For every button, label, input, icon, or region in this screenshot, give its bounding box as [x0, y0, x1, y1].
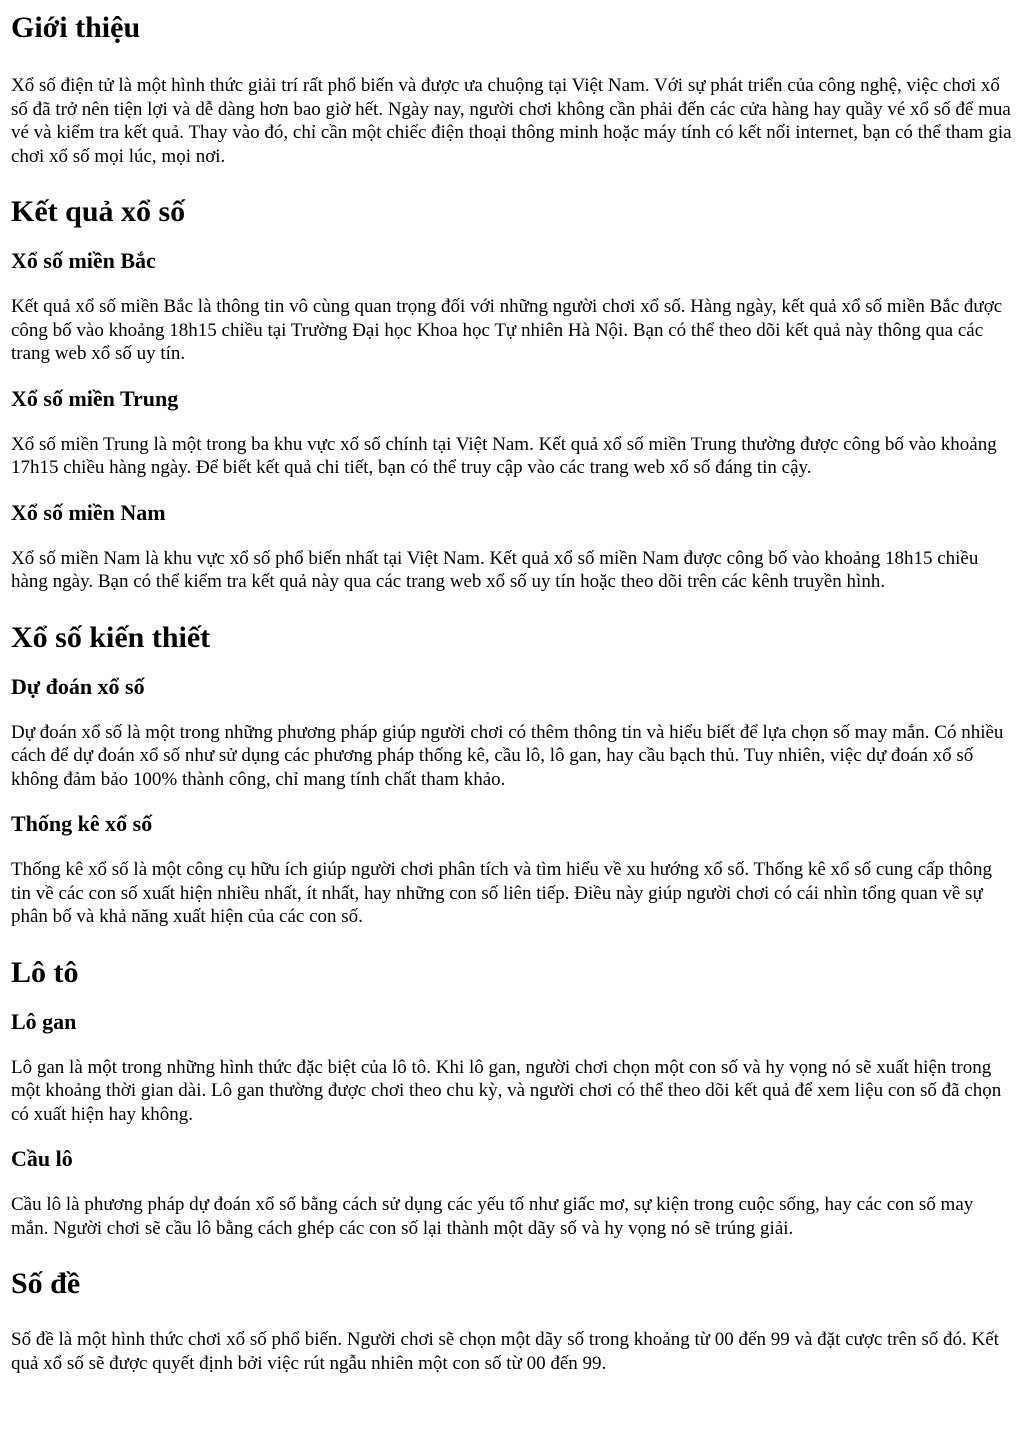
section-ket-qua-xo-so [11, 195, 1012, 594]
subsection-heading: Cầu lô [11, 1146, 73, 1171]
subsection-heading: Thống kê xổ số [11, 811, 153, 836]
subsection-mien-nam [11, 500, 1012, 594]
subsection-lo-gan [11, 1009, 1012, 1127]
subsection-heading: Lô gan [11, 1008, 77, 1034]
subsection-paragraph: Kết quả xổ số miền Bắc là thông tin vô cùng quan trọng đối với những người chơi xổ số. Hàng ngày, kết quả xổ số miền Bắc được công bố vào khoảng 18h15 chiều tại Trường Đại học Khoa học Tự nhiên Hà Nội. Bạn có thể theo dõi kết quả này thông qua các trang web xổ số uy tín. [11, 296, 1003, 364]
intro-section [11, 0, 1012, 168]
subsection-thong-ke [11, 811, 1012, 929]
subsection-paragraph: Xổ số miền Nam là khu vực xổ số phổ biến nhất tại Việt Nam. Kết quả xổ số miền Nam được công bố vào khoảng 18h15 chiều hàng ngày. Bạn có thể kiểm tra kết quả này qua các trang web xổ số uy tín hoặc theo dõi trên các kênh truyền hình. [11, 547, 979, 592]
subsection-heading: Xổ số miền Bắc [11, 248, 156, 273]
section-so-de [11, 1267, 1012, 1375]
subsection-heading: Xổ số miền Nam [11, 499, 166, 525]
section-lo-to [11, 956, 1012, 1241]
subsection-cau-lo [11, 1146, 1012, 1240]
subsection-paragraph: Dự đoán xổ số là một trong những phương pháp giúp người chơi có thêm thông tin và hiểu biết để lựa chọn số may mắn. Có nhiều cách để dự đoán xổ số như sử dụng các phương pháp thống kê, cầu lô, lô gan, hay cầu bạch thủ. Tuy nhiên, việc dự đoán xổ số không đảm bảo 100% thành công, chỉ mang tính chất tham khảo. [11, 721, 1004, 790]
intro-paragraph: Xổ số điện tử là một hình thức giải trí rất phổ biến và được ưa chuộng tại Việt Nam. Với sự phát triển của công nghệ, việc chơi xổ số đã trở nên tiện lợi và dễ dàng hơn bao giờ hết. Ngày nay, người chơi không cần phải đến các cửa hàng hay quầy vé xổ số để mua vé và kiểm tra kết quả. Thay vào đó, chỉ cần một chiếc điện thoại thông minh hoặc máy tính có kết nối internet, bạn có thể tham gia chơi xổ số mọi lúc, mọi nơi. [11, 75, 1012, 167]
section-heading: Lô tô [11, 955, 79, 989]
subsection-heading: Dự đoán xổ số [11, 673, 145, 699]
section-heading-intro: Giới thiệu [11, 11, 141, 44]
section-heading: Số đề [11, 1267, 81, 1300]
subsection-mien-bac [11, 248, 1012, 366]
subsection-du-doan [11, 674, 1012, 792]
subsection-paragraph: Cầu lô là phương pháp dự đoán xổ số bằng cách sử dụng các yếu tố như giấc mơ, sự kiện trong cuộc sống, hay các con số may mắn. Người chơi sẽ cầu lô bằng cách ghép các con số lại thành một dãy số và hy vọng nó sẽ trúng giải. [11, 1194, 974, 1239]
subsection-so-de-body [11, 1328, 1012, 1375]
subsection-paragraph: Lô gan là một trong những hình thức đặc biệt của lô tô. Khi lô gan, người chơi chọn một con số và hy vọng nó sẽ xuất hiện trong một khoảng thời gian dài. Lô gan thường được chơi theo chu kỳ, và người chơi có thể theo dõi kết quả để xem liệu con số đã chọn có xuất hiện hay không. [11, 1056, 1002, 1125]
subsection-heading: Xổ số miền Trung [11, 385, 179, 411]
section-paragraph: Số đề là một hình thức chơi xổ số phổ biến. Người chơi sẽ chọn một dãy số trong khoảng từ 00 đến 99 và đặt cược trên số đó. Kết quả xổ số sẽ được quyết định bởi việc rút ngẫu nhiên một con số từ 00 đến 99. [11, 1329, 999, 1374]
subsection-mien-trung [11, 386, 1012, 480]
section-heading: Xổ số kiến thiết [11, 620, 211, 654]
subsection-paragraph: Thống kê xổ số là một công cụ hữu ích giúp người chơi phân tích và tìm hiểu về xu hướng xổ số. Thống kê xổ số cung cấp thông tin về các con số xuất hiện nhiều nhất, ít nhất, hay những con số liên tiếp. Điều này giúp người chơi có cái nhìn tổng quan về sự phân bố và khả năng xuất hiện của các con số. [11, 859, 992, 927]
section-xo-so-kien-thiet [11, 621, 1012, 929]
subsection-paragraph: Xổ số miền Trung là một trong ba khu vực xổ số chính tại Việt Nam. Kết quả xổ số miền Trung thường được công bố vào khoảng 17h15 chiều hàng ngày. Để biết kết quả chi tiết, bạn có thể truy cập vào các trang web xổ số đáng tin cậy. [11, 433, 997, 478]
section-heading: Kết quả xổ số [11, 195, 186, 228]
